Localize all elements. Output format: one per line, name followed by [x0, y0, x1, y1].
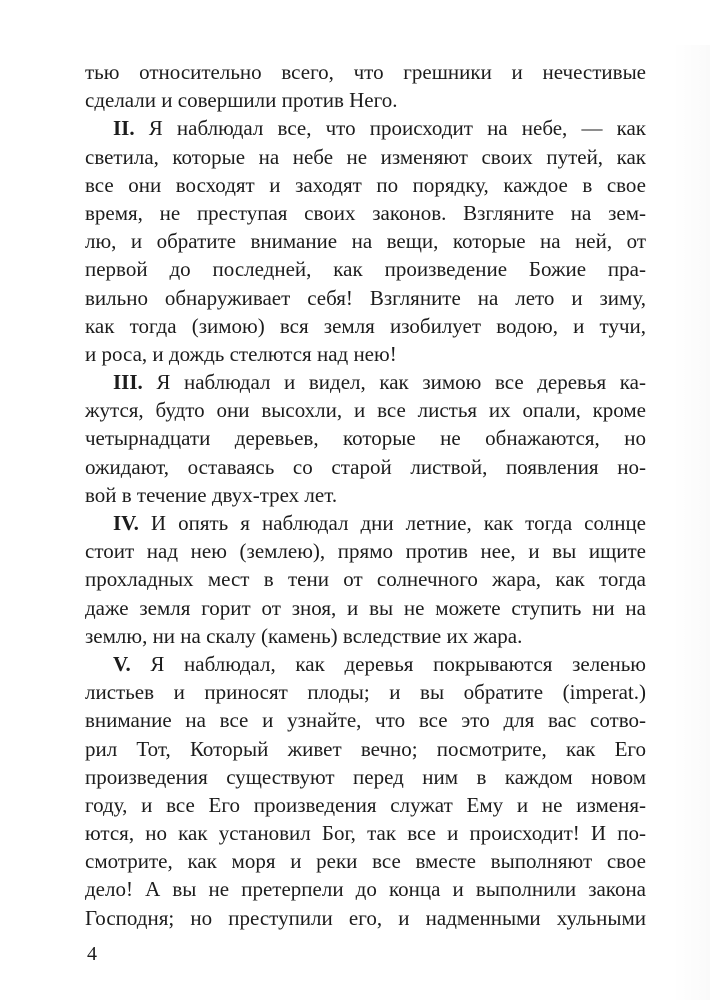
text-line: вильно обнаруживает себя! Взгляните на лето и зиму, [85, 285, 646, 310]
text-line: внимание на все и узнайте, что все это для вас сотво- [85, 708, 646, 733]
text-line: стоит над нею (землею), прямо против нее, и вы ищите [85, 539, 646, 564]
text-line: время, не преступая своих законов. Взгляните на зем- [85, 200, 646, 225]
text-line: произведения существуют перед ним в каждом новом [85, 764, 646, 789]
text-line: смотрите, как моря и реки все вместе выполняют свое [85, 849, 646, 874]
text-line: и роса, и дождь стелются над нею! [85, 341, 397, 366]
text-line: вой в течение двух-трех лет. [85, 482, 338, 507]
section-numeral: V. [113, 651, 131, 676]
text-line: жутся, будто они высохли, и все листья их опали, кроме [85, 398, 646, 423]
text-line: землю, ни на скалу (камень) вследствие их жара. [85, 623, 523, 648]
text-line: году, и все Его произведения служат Ему и не изменя- [85, 792, 646, 817]
section-numeral: II. [113, 116, 135, 141]
text-line: сделали и совершили против Него. [85, 88, 398, 113]
text-line: первой до последней, как произведение Божие пра- [85, 257, 646, 282]
text-line: все они восходят и заходят по порядку, каждое в свое [85, 172, 646, 197]
text-line: дело! А вы не претерпели до конца и выполнили закона [85, 877, 646, 902]
text-line: как тогда (зимою) вся земля изобилует водою, и тучи, [85, 313, 646, 338]
text-line: прохладных мест в тени от солнечного жара, как тогда [85, 567, 646, 592]
scan-edge-shadow [672, 45, 710, 1000]
text-line: ются, но как установил Бог, так все и происходит! И по- [85, 821, 646, 846]
text-line: листьев и приносят плоды; и вы обратите (imperat.) [85, 680, 646, 705]
text-line: Господня; но преступили его, и надменными хульными [85, 905, 646, 930]
text-line: IV. И опять я наблюдал дни летние, как тогда солнце [113, 511, 646, 535]
section-numeral: IV. [113, 511, 139, 535]
text-line: лю, и обратите внимание на вещи, которые на ней, от [85, 229, 646, 254]
section-numeral: III. [113, 370, 143, 395]
text-block [85, 58, 646, 932]
text-line: II. Я наблюдал все, что происходит на небе, — как [113, 116, 646, 141]
text-line: рил Тот, Который живет вечно; посмотрите, как Его [85, 736, 646, 761]
text-line: даже земля горит от зноя, и вы не можете ступить ни на [85, 595, 646, 620]
text-line: тью относительно всего, что грешники и нечестивые [85, 60, 646, 84]
text-line: четырнадцати деревьев, которые не обнажаются, но [85, 426, 646, 451]
text-line: светила, которые на небе не изменяют своих путей, как [85, 144, 646, 169]
text-line: V. Я наблюдал, как деревья покрываются зеленью [113, 651, 646, 676]
text-line: III. Я наблюдал и видел, как зимою все деревья ка- [113, 370, 646, 395]
page-number: 4 [87, 943, 97, 965]
text-line: ожидают, оставаясь со старой листвой, появления но- [85, 454, 646, 479]
